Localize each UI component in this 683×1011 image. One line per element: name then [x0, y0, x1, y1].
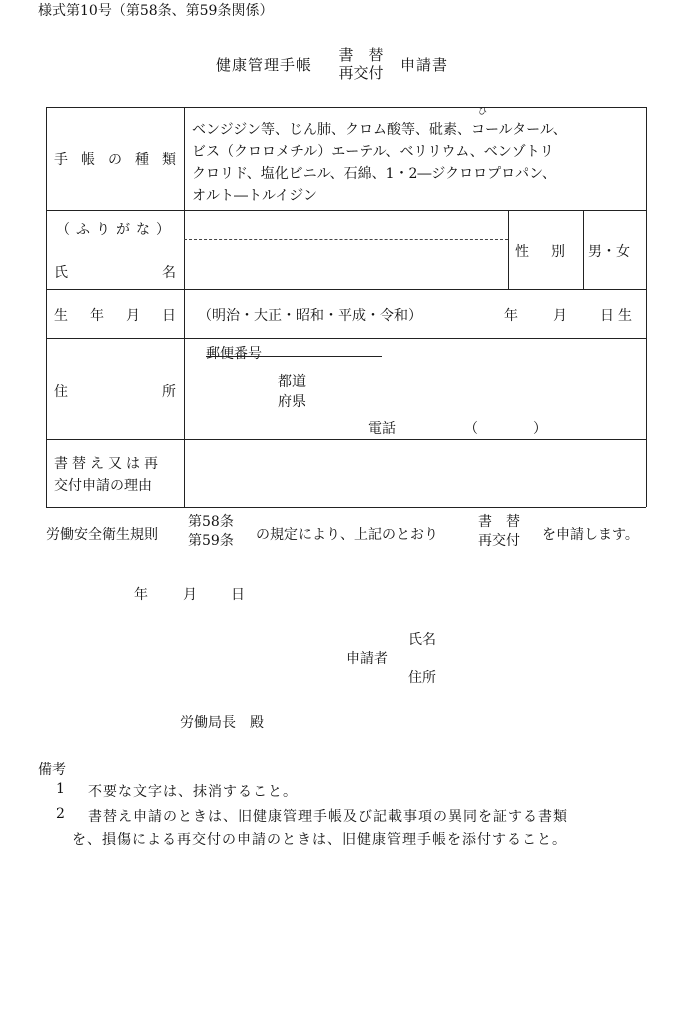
applicant-name-label: 氏名: [408, 632, 436, 648]
action-top: 書 替: [478, 514, 520, 530]
year-unit: 年: [504, 308, 518, 324]
reason-input[interactable]: [185, 440, 645, 506]
phone-label: 電話: [368, 421, 396, 437]
table-border-left: [46, 107, 47, 507]
address-label: 住所: [54, 384, 270, 400]
applicant-address-label: 住所: [408, 670, 436, 686]
reason-label-line1: 書替え又は再: [54, 456, 162, 472]
statement-tail: を申請します。: [542, 527, 639, 543]
statement-middle: の規定により、上記のとおり: [256, 527, 438, 543]
article-stack: [188, 513, 234, 551]
furigana-divider: [184, 239, 508, 240]
table-border-top: [46, 107, 646, 108]
title-main: 健康管理手帳: [216, 56, 313, 74]
sex-options[interactable]: 男・女: [588, 244, 630, 260]
date-year: 年: [134, 587, 148, 603]
note-text: 書替え申請のときは、旧健康管理手帳及び記載事項の異同を証する書類: [88, 809, 568, 825]
era-options[interactable]: （明治・大正・昭和・平成・令和）: [198, 308, 422, 324]
date-month: 月: [183, 587, 197, 603]
form-title: [0, 46, 683, 86]
type-line: クロリド、塩化ビニル、石綿、1・2―ジクロロプロパン、: [192, 166, 557, 182]
postal-label: 郵便番号: [206, 346, 262, 362]
type-ruby: ひ: [478, 107, 488, 117]
article-bottom: 第59条: [188, 533, 234, 549]
postal-underline[interactable]: [206, 356, 382, 357]
day-suffix: 日生: [600, 308, 636, 324]
name-label-text: 氏名: [54, 265, 270, 281]
title-stack-bottom: 再交付: [338, 64, 384, 82]
prefecture-bottom: 府県: [278, 394, 306, 410]
note-number: 1: [56, 781, 65, 797]
note-continuation: を、損傷による再交付の申請のときは、旧健康管理手帳を添付すること。: [72, 832, 567, 848]
row-divider: [46, 289, 646, 290]
table-border-bottom: [46, 507, 646, 508]
title-tail: 申請書: [400, 56, 449, 74]
form-number: 様式第10号（第58条、第59条関係）: [38, 3, 274, 19]
sex-label: 性別: [515, 244, 587, 260]
reason-label-line2: 交付申請の理由: [54, 478, 152, 494]
action-bottom: 再交付: [478, 533, 520, 549]
type-label: [54, 149, 189, 169]
phone-paren-close: ）: [533, 421, 547, 437]
application-statement: [0, 510, 683, 556]
type-line: ベンジジン等、じん肺、クロム酸等、砒素、コールタール、: [192, 122, 567, 138]
type-line: ビス（クロロメチル）エーテル、ベリリウム、ベンゾトリ: [192, 144, 554, 160]
phone-paren-open: （: [464, 421, 478, 437]
title-type-stack: [332, 46, 390, 82]
month-unit: 月: [553, 308, 567, 324]
action-stack: [478, 513, 520, 551]
name-input[interactable]: [185, 241, 507, 288]
table-border-right: [646, 107, 647, 507]
article-top: 第58条: [188, 514, 234, 530]
name-label: [54, 262, 270, 282]
rule-name: 労働安全衛生規則: [46, 527, 158, 543]
prefecture-top: 都道: [278, 374, 306, 390]
notes-heading: 備考: [38, 762, 66, 778]
row-divider: [46, 338, 646, 339]
applicant-label: 申請者: [346, 651, 388, 667]
sex-column-divider: [508, 210, 509, 289]
note-number: 2: [56, 806, 65, 822]
note-text: 不要な文字は、抹消すること。: [88, 784, 298, 800]
type-label-text: 手帳の種類: [54, 152, 189, 168]
application-table: [46, 107, 646, 507]
type-line: オルト―トルイジン: [192, 188, 317, 204]
furigana-label: （ふりがな）: [56, 222, 176, 238]
birth-label: 生年月日: [54, 308, 198, 324]
furigana-input[interactable]: [185, 211, 507, 238]
title-stack-top: 書 替: [338, 46, 384, 64]
addressee: 労働局長 殿: [180, 715, 264, 731]
date-day: 日: [231, 587, 245, 603]
type-list: [192, 119, 567, 207]
